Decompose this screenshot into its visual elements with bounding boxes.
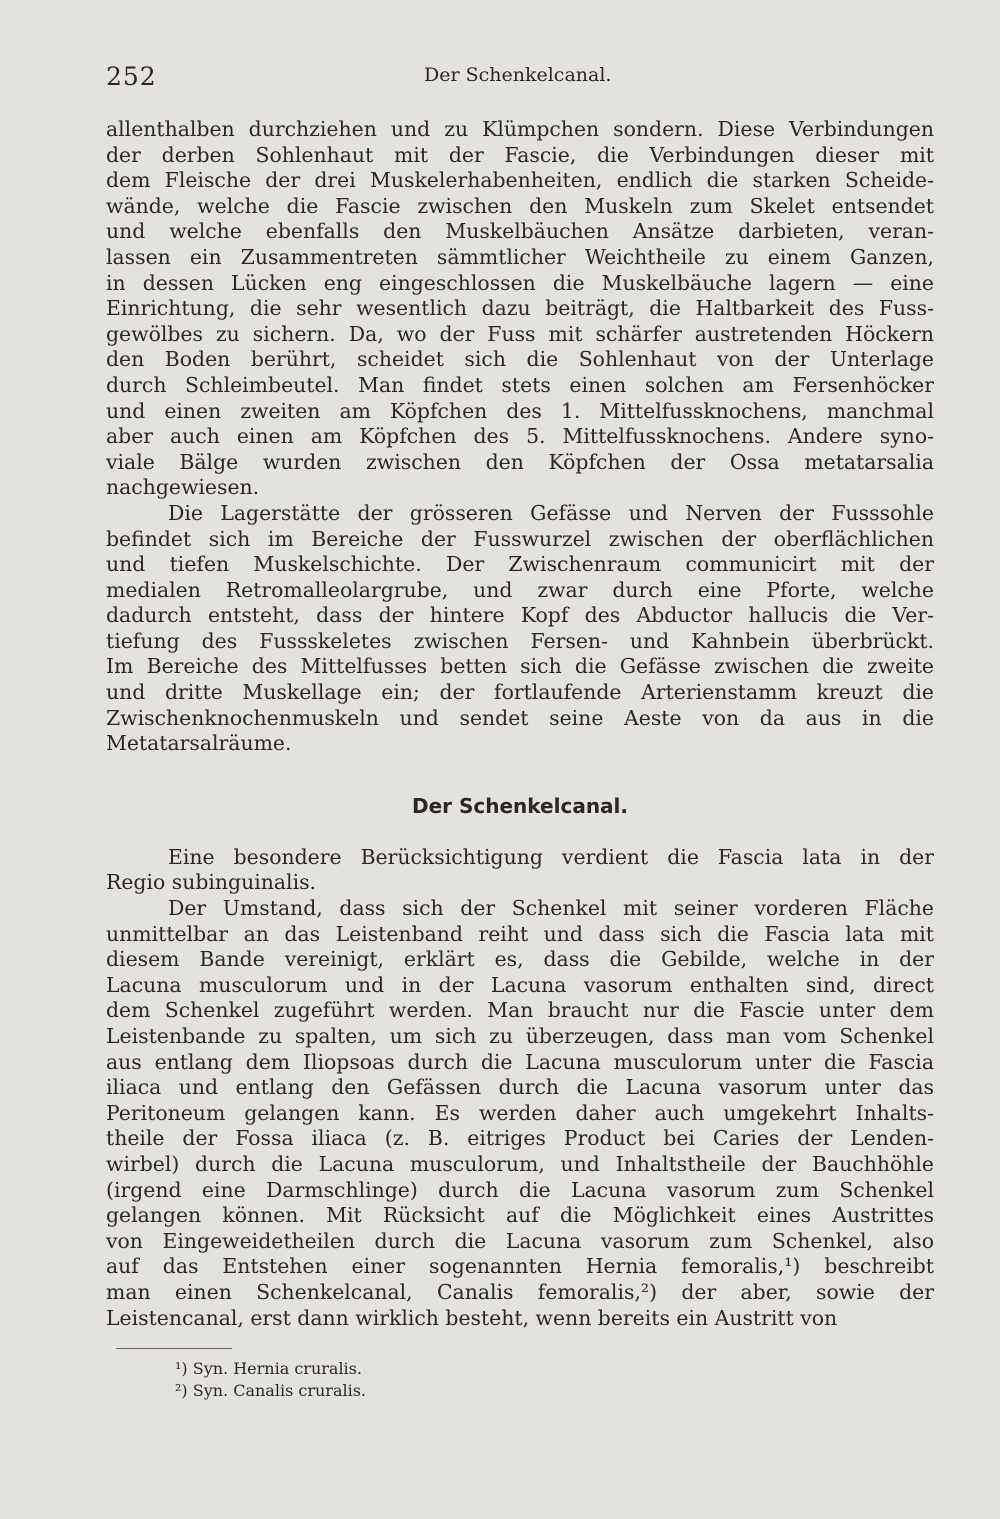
text-line: Einrichtung, die sehr wesentlich dazu beiträgt, die Haltbarkeit des Fuss- <box>106 296 934 321</box>
text-line: befindet sich im Bereiche der Fusswurzel zwischen der oberflächlichen <box>106 526 934 551</box>
text-line: Die Lagerstätte der grösseren Gefässe und Nerven der Fusssohle <box>168 500 934 525</box>
text-line: der derben Sohlenhaut mit der Fascie, die Verbindungen dieser mit <box>106 142 934 167</box>
text-line: aber auch einen am Köpfchen des 5. Mittelfussknochens. Andere syno- <box>106 424 934 449</box>
text-line: unmittelbar an das Leistenband reiht und dass sich die Fascia lata mit <box>106 921 934 946</box>
text-line: Eine besondere Berücksichtigung verdient die Fascia lata in der <box>168 844 934 869</box>
body-text <box>106 117 934 1331</box>
text-line: auf das Entstehen einer sogenannten Hernia femoralis,¹) beschreibt <box>106 1254 934 1279</box>
text-line: dem Schenkel zugeführt werden. Man braucht nur die Fascie unter dem <box>106 998 934 1023</box>
text-line: viale Bälge wurden zwischen den Köpfchen der Ossa metatarsalia <box>106 449 934 474</box>
text-line: den Boden berührt, scheidet sich die Sohlenhaut von der Unterlage <box>106 347 934 372</box>
text-line: aus entlang dem Iliopsoas durch die Lacuna musculorum unter die Fascia <box>106 1049 934 1074</box>
text-line: Lacuna musculorum und in der Lacuna vasorum enthalten sind, direct <box>106 972 934 997</box>
text-line: man einen Schenkelcanal, Canalis femoralis,²) der aber, sowie der <box>106 1279 934 1304</box>
text-line: Leistenbande zu spalten, um sich zu überzeugen, dass man vom Schenkel <box>106 1024 934 1048</box>
text-line: theile der Fossa iliaca (z. B. eitriges Product bei Caries der Lenden- <box>106 1126 934 1151</box>
text-line: allenthalben durchziehen und zu Klümpchen sondern. Diese Verbindungen <box>106 117 934 141</box>
text-line: und einen zweiten am Köpfchen des 1. Mittelfussknochens, manchmal <box>106 398 934 423</box>
text-line: und dritte Muskellage ein; der fortlaufende Arterienstamm kreuzt die <box>106 680 934 705</box>
text-line: diesem Bande vereinigt, erklärt es, dass die Gebilde, welche in der <box>106 947 934 972</box>
text-line: lassen ein Zusammentreten sämmtlicher Weichtheile zu einem Ganzen, <box>106 244 934 269</box>
text-line: durch Schleimbeutel. Man findet stets einen solchen am Fersenhöcker <box>106 372 934 397</box>
page-header <box>106 62 934 96</box>
text-line: (irgend eine Darmschlinge) durch die Lacuna vasorum zum Schenkel <box>106 1177 934 1202</box>
paragraph <box>106 117 934 501</box>
text-line: dadurch entsteht, dass der hintere Kopf des Abductor hallucis die Ver- <box>106 603 934 628</box>
section-title: Der Schenkelcanal. <box>411 793 628 818</box>
text-line: von Eingeweidetheilen durch die Lacuna vasorum zum Schenkel, also <box>106 1228 934 1253</box>
text-line: Regio subinguinalis. <box>106 870 317 895</box>
text-line: iliaca und entlang den Gefässen durch die Lacuna vasorum unter das <box>106 1075 934 1100</box>
text-line: Metatarsalräume. <box>106 731 292 756</box>
text-line: dem Fleische der drei Muskelerhabenheiten, endlich die starken Scheide- <box>106 168 934 193</box>
text-line: und tiefen Muskelschichte. Der Zwischenraum communicirt mit der <box>106 552 934 577</box>
text-line: Leistencanal, erst dann wirklich besteht, wenn bereits ein Austritt von <box>106 1305 838 1330</box>
text-line: gewölbes zu sichern. Da, wo der Fuss mit schärfer austretenden Höckern <box>106 321 934 346</box>
text-line: Im Bereiche des Mittelfusses betten sich die Gefässe zwischen die zweite <box>106 654 934 679</box>
text-line: wirbel) durch die Lacuna musculorum, und Inhaltstheile der Bauchhöhle <box>106 1151 934 1176</box>
text-line: tiefung des Fussskeletes zwischen Fersen- und Kahnbein überbrückt. <box>106 628 934 653</box>
footnote: ²) Syn. Canalis cruralis. <box>175 1381 367 1400</box>
text-line: nachgewiesen. <box>106 475 260 500</box>
text-line: Peritoneum gelangen kann. Es werden daher auch umgekehrt Inhalts- <box>106 1100 934 1125</box>
text-line: Zwischenknochenmuskeln und sendet seine Aeste von da aus in die <box>106 705 934 730</box>
footnote: ¹) Syn. Hernia cruralis. <box>175 1359 362 1378</box>
paragraph <box>106 896 934 1331</box>
paragraph <box>106 501 934 757</box>
footnote-rule <box>116 1348 232 1349</box>
text-line: Der Umstand, dass sich der Schenkel mit seiner vorderen Fläche <box>168 896 934 921</box>
text-line: in dessen Lücken eng eingeschlossen die Muskelbäuche lagern — eine <box>106 270 934 295</box>
text-line: und welche ebenfalls den Muskelbäuchen Ansätze darbieten, veran- <box>106 219 934 244</box>
text-line: medialen Retromalleolargrube, und zwar durch eine Pforte, welche <box>106 577 934 602</box>
running-title: Der Schenkelcanal. <box>424 64 612 86</box>
paragraph <box>106 845 934 896</box>
text-line: gelangen können. Mit Rücksicht auf die Möglichkeit eines Austrittes <box>106 1203 934 1228</box>
text-line: wände, welche die Fascie zwischen den Muskeln zum Skelet entsendet <box>106 193 934 218</box>
page-number: 252 <box>106 62 157 91</box>
footnotes <box>175 1358 366 1402</box>
